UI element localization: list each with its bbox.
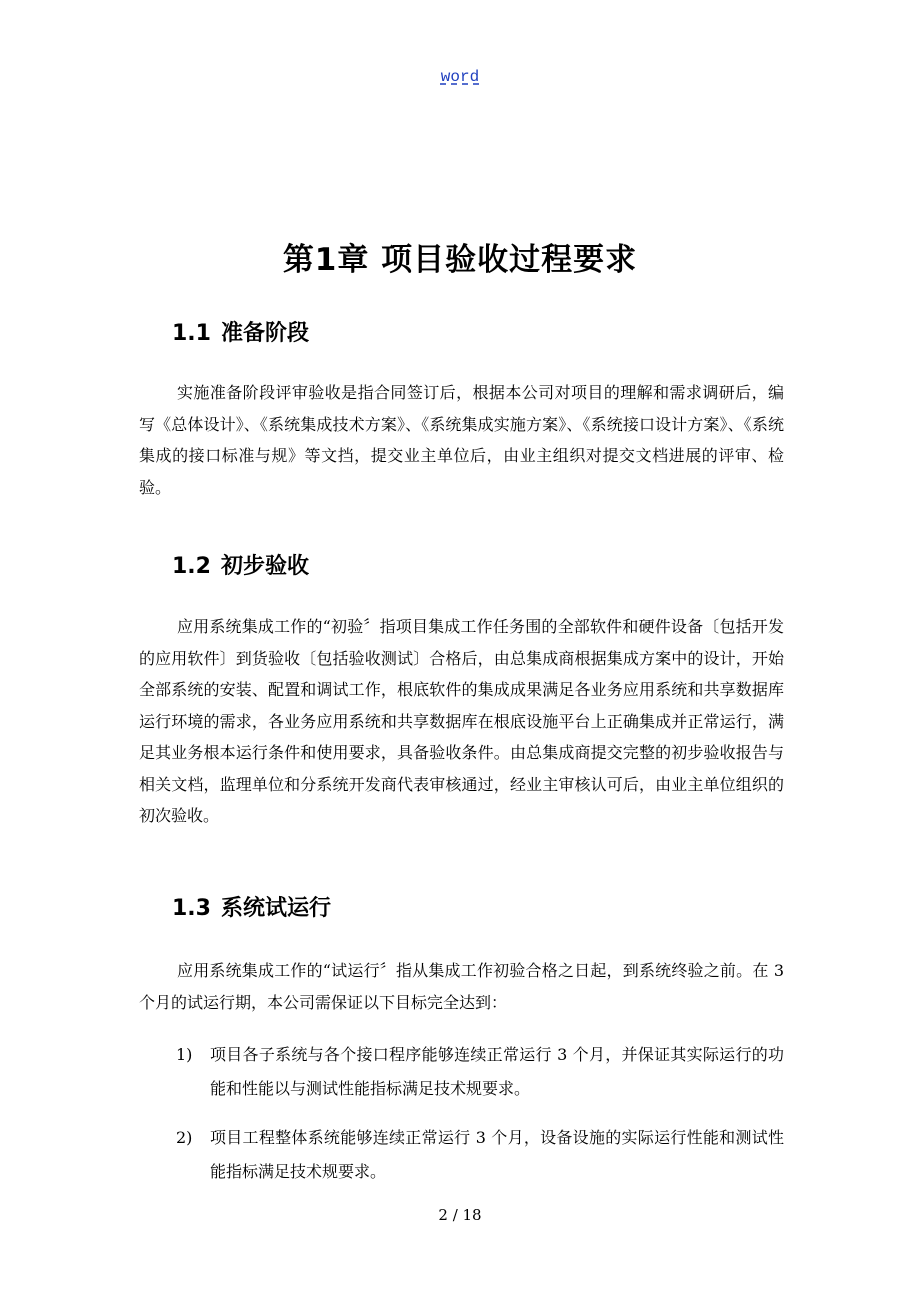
section-number: 1.1 [172, 321, 211, 346]
section-1-2-paragraph: 应用系统集成工作的“初验〞指项目集成工作任务围的全部软件和硬件设备〔包括开发的应用软件〕到货验收〔包括验收测试〕合格后，由总集成商根据集成方案中的设计，开始全部系统的安装、配置和调试工作，根底软件的集成成果满足各业务应用系统和共享数据库运行环境的需求，各业务应用系统和共享数据库在根底设施平台上正确集成并正常运行，满足其业务根本运行条件和使用要求，具备验收条件。由总集成商提交完整的初步验收报告与相关文档，监理单位和分系统开发商代表审核通过，经业主审核认可后，由业主单位组织的初次验收。 [139, 617, 784, 825]
list-item-marker: 1) [176, 1045, 193, 1064]
section-title: 初步验收 [220, 554, 309, 579]
section-1-3-paragraph: 应用系统集成工作的“试运行〞指从集成工作初验合格之日起，到系统终验之前。在 3 个月的试运行期，本公司需保证以下目标完全达到： [139, 961, 784, 1012]
current-page: 2 [438, 1206, 448, 1224]
page-separator: / [447, 1206, 463, 1224]
section-heading-1-3 [172, 891, 331, 922]
section-heading-1-2 [172, 549, 309, 580]
section-number: 1.3 [172, 896, 211, 921]
list-item-marker: 2) [176, 1128, 193, 1147]
section-heading-1-1 [172, 316, 309, 347]
section-title: 准备阶段 [220, 321, 309, 346]
list-item-text: 项目各子系统与各个接口程序能够连续正常运行 3 个月，并保证其实际运行的功能和性能以与测试性能指标满足技术规要求。 [210, 1045, 784, 1098]
list-item [176, 1121, 784, 1189]
page-number-footer [0, 1206, 920, 1224]
section-number: 1.2 [172, 554, 211, 579]
section-title: 系统试运行 [220, 896, 331, 921]
list-item-text: 项目工程整体系统能够连续正常运行 3 个月，设备设施的实际运行性能和测试性能指标满足技术规要求。 [210, 1128, 784, 1181]
total-pages: 18 [462, 1206, 482, 1224]
section-1-1-paragraph: 实施准备阶段评审验收是指合同签订后，根据本公司对项目的理解和需求调研后，编写《总体设计》、《系统集成技术方案》、《系统集成实施方案》、《系统接口设计方案》、《系统集成的接口标准与规》等文挡，提交业主单位后，由业主组织对提交文档进展的评审、检验。 [139, 383, 784, 497]
header-word-link[interactable]: word [440, 68, 480, 86]
chapter-title: 第1章 项目验收过程要求 [282, 242, 638, 278]
list-item [176, 1038, 784, 1106]
